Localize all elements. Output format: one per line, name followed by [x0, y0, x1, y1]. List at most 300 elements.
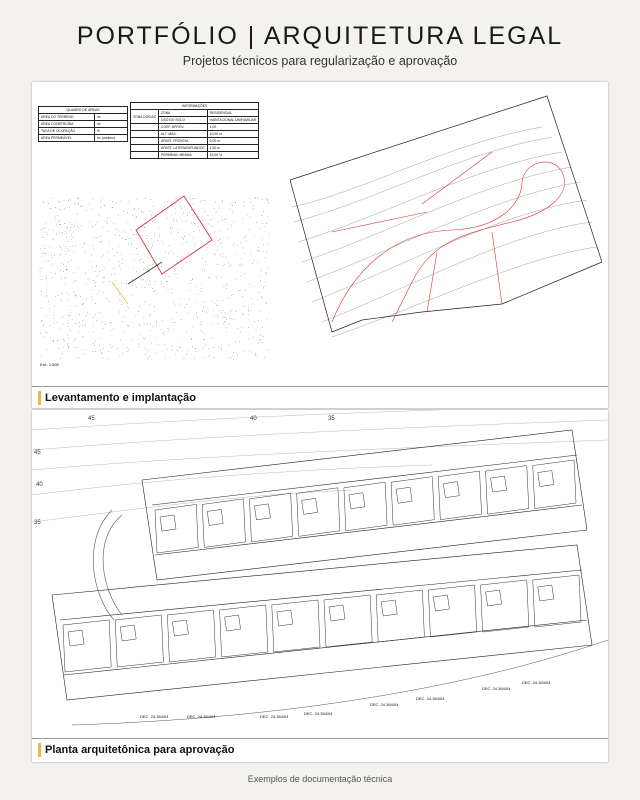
survey-point	[79, 357, 80, 358]
survey-point	[106, 298, 107, 299]
survey-point	[75, 338, 76, 339]
survey-point	[171, 293, 172, 294]
survey-point	[250, 254, 251, 255]
survey-point	[41, 321, 42, 322]
survey-point	[216, 278, 217, 279]
survey-point	[71, 239, 72, 240]
caption-accent	[38, 391, 41, 405]
survey-point	[226, 331, 227, 332]
survey-point	[209, 277, 210, 278]
survey-point	[208, 224, 209, 225]
survey-point	[202, 200, 203, 201]
survey-point	[255, 198, 256, 199]
contour-label: 45	[88, 416, 95, 422]
survey-point	[127, 212, 128, 213]
survey-point	[194, 358, 195, 359]
survey-point	[73, 292, 74, 293]
survey-point	[161, 266, 162, 267]
survey-point	[157, 325, 158, 326]
table-cell: %	[94, 128, 127, 135]
survey-point	[75, 203, 76, 204]
survey-point	[125, 316, 126, 317]
survey-point	[67, 345, 68, 346]
survey-point	[73, 282, 74, 283]
survey-point	[153, 206, 154, 207]
table-cell: ÁREA CONSTRUÍDA	[39, 121, 95, 128]
survey-point	[80, 296, 81, 297]
survey-point	[64, 223, 65, 224]
survey-point	[194, 243, 195, 244]
survey-point	[66, 233, 67, 234]
survey-point	[213, 253, 214, 254]
lot-outline	[136, 196, 212, 274]
survey-point	[215, 255, 216, 256]
survey-point	[265, 272, 266, 273]
survey-point	[152, 243, 153, 244]
survey-point	[175, 354, 176, 355]
survey-point	[68, 347, 69, 348]
housing-unit	[344, 482, 387, 531]
survey-point	[186, 304, 187, 305]
survey-point	[119, 265, 120, 266]
survey-point	[226, 284, 227, 285]
survey-point	[157, 293, 158, 294]
survey-point	[75, 280, 76, 281]
survey-point	[185, 235, 186, 236]
survey-point	[183, 238, 184, 239]
survey-point	[82, 320, 83, 321]
survey-point	[245, 307, 246, 308]
survey-point	[86, 210, 87, 211]
housing-unit	[324, 595, 372, 647]
housing-unit	[167, 610, 215, 662]
survey-point	[66, 266, 67, 267]
survey-point	[41, 356, 42, 357]
survey-point	[58, 295, 59, 296]
survey-point	[166, 212, 167, 213]
survey-point	[174, 323, 175, 324]
survey-point	[217, 250, 218, 251]
contour-lines	[32, 410, 608, 522]
survey-point	[142, 280, 143, 281]
survey-point	[62, 232, 63, 233]
survey-point	[139, 325, 140, 326]
survey-point	[253, 208, 254, 209]
survey-point	[73, 237, 74, 238]
survey-point	[268, 349, 269, 350]
housing-unit	[220, 605, 268, 657]
access-line	[128, 262, 162, 284]
survey-point	[114, 274, 115, 275]
survey-point	[42, 253, 43, 254]
survey-point	[41, 268, 42, 269]
survey-point	[192, 279, 193, 280]
survey-point	[150, 330, 151, 331]
survey-point	[120, 340, 121, 341]
survey-point	[86, 298, 87, 299]
survey-point	[97, 276, 98, 277]
survey-point	[144, 227, 145, 228]
survey-sheet[interactable]	[32, 82, 608, 408]
survey-point	[51, 264, 52, 265]
survey-point	[98, 312, 99, 313]
survey-point	[48, 285, 49, 286]
survey-point	[192, 339, 193, 340]
survey-point	[85, 251, 86, 252]
survey-point	[191, 210, 192, 211]
survey-point	[238, 290, 239, 291]
survey-point	[62, 354, 63, 355]
survey-point	[202, 311, 203, 312]
survey-point	[60, 255, 61, 256]
survey-point	[92, 267, 93, 268]
survey-point	[83, 336, 84, 337]
architectural-plan-sheet[interactable]	[32, 410, 608, 762]
survey-point	[234, 243, 235, 244]
survey-point	[243, 315, 244, 316]
survey-point	[188, 350, 189, 351]
survey-point	[118, 215, 119, 216]
survey-point	[67, 300, 68, 301]
contour-lines	[292, 127, 597, 337]
survey-point	[149, 315, 150, 316]
survey-point	[261, 271, 262, 272]
survey-point	[250, 310, 251, 311]
survey-point	[260, 311, 261, 312]
survey-point	[62, 316, 63, 317]
lower-building-block	[52, 545, 592, 700]
survey-point	[237, 328, 238, 329]
survey-point	[132, 215, 133, 216]
contour-label: 35	[328, 416, 335, 422]
survey-point	[53, 315, 54, 316]
survey-point	[130, 254, 131, 255]
survey-point	[159, 258, 160, 259]
survey-point	[66, 277, 67, 278]
survey-point	[122, 259, 123, 260]
survey-point	[142, 235, 143, 236]
survey-point	[150, 356, 151, 357]
survey-point	[67, 248, 68, 249]
survey-point	[154, 312, 155, 313]
survey-point	[250, 217, 251, 218]
survey-point	[50, 208, 51, 209]
survey-point	[222, 242, 223, 243]
survey-point	[75, 306, 76, 307]
survey-point	[82, 304, 83, 305]
survey-point	[261, 215, 262, 216]
survey-point	[242, 219, 243, 220]
survey-point	[95, 271, 96, 272]
survey-point	[180, 217, 181, 218]
survey-point	[122, 321, 123, 322]
survey-point	[103, 277, 104, 278]
survey-point	[176, 198, 177, 199]
survey-point	[44, 253, 45, 254]
survey-point	[60, 247, 61, 248]
survey-point	[231, 224, 232, 225]
survey-point	[193, 238, 194, 239]
survey-point	[229, 324, 230, 325]
survey-point	[248, 327, 249, 328]
dec-label: DEC. 24.364/04	[260, 714, 289, 719]
survey-point	[261, 339, 262, 340]
housing-unit	[155, 504, 198, 553]
survey-point	[172, 229, 173, 230]
survey-point	[46, 316, 47, 317]
survey-point	[55, 218, 56, 219]
survey-point	[222, 200, 223, 201]
survey-point	[167, 281, 168, 282]
survey-point	[177, 221, 178, 222]
survey-point	[267, 199, 268, 200]
survey-point	[186, 354, 187, 355]
survey-point	[80, 206, 81, 207]
survey-point	[53, 342, 54, 343]
survey-point	[196, 315, 197, 316]
survey-point	[219, 208, 220, 209]
survey-point	[74, 340, 75, 341]
survey-point	[248, 307, 249, 308]
survey-point	[195, 286, 196, 287]
survey-point	[79, 322, 80, 323]
survey-point	[78, 228, 79, 229]
survey-point	[43, 202, 44, 203]
survey-point	[102, 328, 103, 329]
survey-point	[262, 199, 263, 200]
survey-point	[69, 199, 70, 200]
survey-marker	[112, 282, 128, 304]
survey-point	[168, 328, 169, 329]
survey-point	[176, 219, 177, 220]
survey-point	[215, 244, 216, 245]
survey-point	[57, 340, 58, 341]
survey-point	[204, 272, 205, 273]
survey-point	[145, 227, 146, 228]
survey-point	[77, 226, 78, 227]
survey-point	[40, 249, 41, 250]
survey-point	[228, 262, 229, 263]
survey-point	[51, 272, 52, 273]
survey-point	[107, 218, 108, 219]
survey-point	[223, 323, 224, 324]
survey-point	[141, 210, 142, 211]
survey-point	[128, 349, 129, 350]
survey-point	[221, 277, 222, 278]
survey-point	[41, 295, 42, 296]
survey-point	[244, 202, 245, 203]
survey-point	[47, 349, 48, 350]
survey-point	[142, 287, 143, 288]
survey-point	[109, 281, 110, 282]
survey-point	[208, 215, 209, 216]
survey-point	[62, 249, 63, 250]
survey-point	[226, 319, 227, 320]
table-cell: ÁREA PERMEÁVEL	[39, 135, 95, 142]
survey-point	[213, 347, 214, 348]
survey-point	[141, 333, 142, 334]
survey-point	[175, 322, 176, 323]
survey-point	[259, 340, 260, 341]
survey-point	[71, 260, 72, 261]
survey-point	[173, 253, 174, 254]
survey-point	[184, 236, 185, 237]
survey-point	[230, 265, 231, 266]
table-cell: RESIDENCIAL	[207, 110, 259, 117]
survey-point	[171, 228, 172, 229]
survey-point	[62, 263, 63, 264]
survey-point	[99, 338, 100, 339]
survey-point	[88, 279, 89, 280]
survey-point	[61, 270, 62, 271]
survey-point	[119, 246, 120, 247]
survey-point	[185, 262, 186, 263]
survey-point	[59, 328, 60, 329]
survey-point	[163, 243, 164, 244]
survey-point	[200, 201, 201, 202]
survey-point	[151, 238, 152, 239]
survey-point	[98, 274, 99, 275]
survey-point	[187, 215, 188, 216]
survey-point	[215, 202, 216, 203]
survey-point	[83, 303, 84, 304]
survey-point	[63, 347, 64, 348]
survey-point	[148, 271, 149, 272]
survey-point	[182, 237, 183, 238]
survey-point	[223, 253, 224, 254]
survey-point	[236, 311, 237, 312]
survey-point	[72, 224, 73, 225]
survey-point	[192, 347, 193, 348]
survey-point	[54, 306, 55, 307]
survey-point	[70, 227, 71, 228]
survey-point	[154, 291, 155, 292]
survey-point	[224, 321, 225, 322]
survey-point	[93, 249, 94, 250]
survey-point	[128, 326, 129, 327]
survey-point	[240, 266, 241, 267]
survey-point	[44, 336, 45, 337]
survey-point	[104, 205, 105, 206]
survey-point	[86, 349, 87, 350]
survey-point	[160, 234, 161, 235]
survey-point	[169, 277, 170, 278]
survey-point	[263, 288, 264, 289]
survey-point	[175, 209, 176, 210]
survey-point	[134, 260, 135, 261]
table-cell: PERMEAB. MÍNIMA	[159, 152, 208, 159]
survey-point	[239, 290, 240, 291]
survey-point	[61, 278, 62, 279]
survey-point	[156, 353, 157, 354]
survey-point	[242, 296, 243, 297]
survey-point	[170, 227, 171, 228]
survey-point	[226, 328, 227, 329]
survey-point	[107, 252, 108, 253]
housing-unit	[481, 580, 529, 632]
survey-point	[121, 282, 122, 283]
survey-point	[265, 257, 266, 258]
survey-point	[260, 281, 261, 282]
survey-point	[147, 323, 148, 324]
survey-point	[57, 215, 58, 216]
survey-point	[112, 330, 113, 331]
survey-point	[166, 282, 167, 283]
survey-point	[128, 325, 129, 326]
survey-point	[253, 260, 254, 261]
survey-point	[202, 332, 203, 333]
housing-unit	[428, 585, 476, 637]
survey-point	[68, 250, 69, 251]
survey-point	[96, 320, 97, 321]
table-cell: AFAST. FRONTAL	[159, 138, 208, 145]
survey-point	[203, 348, 204, 349]
survey-point	[102, 227, 103, 228]
survey-point	[143, 317, 144, 318]
survey-point	[171, 346, 172, 347]
survey-point	[119, 300, 120, 301]
survey-point	[213, 310, 214, 311]
survey-point	[202, 258, 203, 259]
survey-point	[46, 296, 47, 297]
survey-point	[193, 204, 194, 205]
survey-point	[65, 254, 66, 255]
survey-point	[135, 315, 136, 316]
survey-point	[267, 200, 268, 201]
survey-point	[91, 254, 92, 255]
survey-point	[240, 258, 241, 259]
survey-point	[242, 313, 243, 314]
survey-point	[178, 338, 179, 339]
survey-point	[221, 312, 222, 313]
survey-point	[71, 234, 72, 235]
survey-point	[126, 284, 127, 285]
survey-point	[114, 256, 115, 257]
survey-point	[99, 271, 100, 272]
survey-point	[95, 351, 96, 352]
survey-point	[145, 198, 146, 199]
survey-point	[75, 245, 76, 246]
survey-point	[44, 245, 45, 246]
footer-note: Exemplos de documentação técnica	[247, 774, 393, 784]
caption-text: Planta arquitetônica para aprovação	[45, 743, 235, 756]
survey-point	[79, 332, 80, 333]
survey-point	[148, 284, 149, 285]
survey-point	[68, 346, 69, 347]
survey-point	[53, 239, 54, 240]
survey-point	[172, 322, 173, 323]
survey-point	[121, 304, 122, 305]
survey-point	[127, 347, 128, 348]
survey-point	[79, 314, 80, 315]
survey-point	[148, 269, 149, 270]
survey-point	[154, 284, 155, 285]
survey-point	[124, 332, 125, 333]
survey-point	[154, 234, 155, 235]
survey-point	[87, 312, 88, 313]
survey-point	[184, 358, 185, 359]
survey-point	[235, 319, 236, 320]
survey-point	[218, 324, 219, 325]
dec-label: DEC. 24.364/04	[482, 686, 511, 691]
survey-point	[173, 222, 174, 223]
survey-point	[202, 270, 203, 271]
survey-point	[128, 308, 129, 309]
survey-point	[100, 242, 101, 243]
survey-point	[187, 312, 188, 313]
survey-point	[221, 220, 222, 221]
survey-point	[148, 257, 149, 258]
